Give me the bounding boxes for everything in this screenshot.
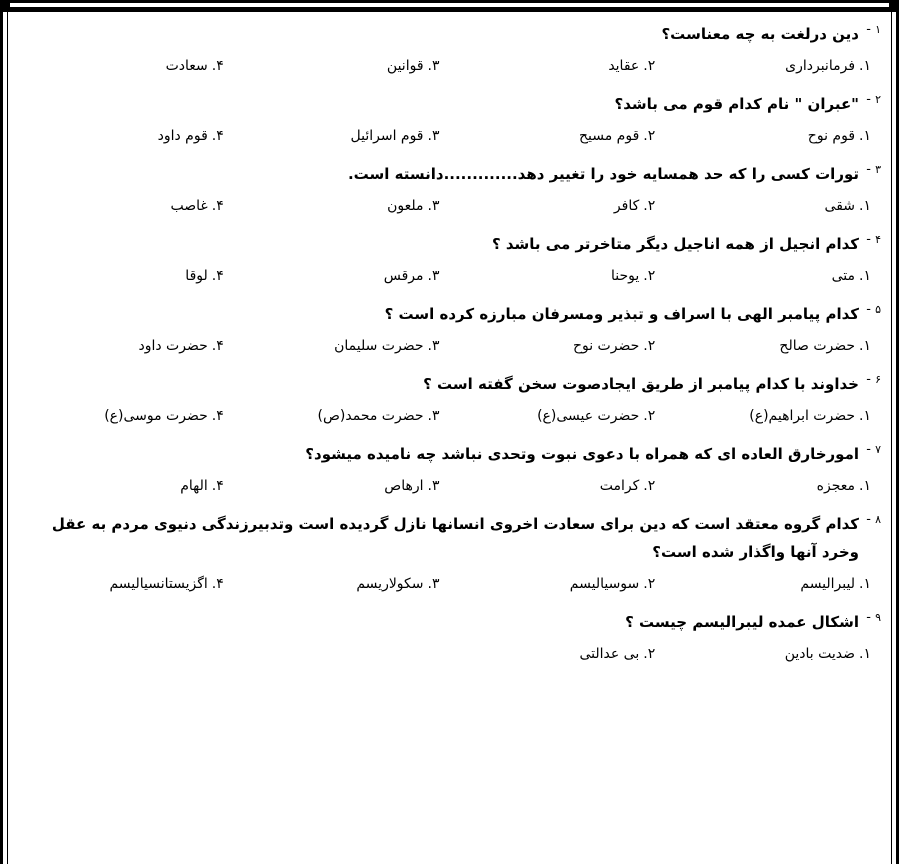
option-2	[450, 476, 666, 496]
option-1	[665, 336, 881, 356]
option-text: اگزیستانسیالیسم	[109, 576, 208, 592]
question-stem	[18, 20, 881, 48]
option-number: ۲ .	[643, 128, 655, 144]
question-text: کدام گروه معتقد است که دین برای سعادت اخروی انسانها نازل گردیده است وتدبیرزندگی دنیوی مردم به عقل وخرد آنها واگذار شده است؟	[51, 515, 859, 561]
option-text: مرقس	[383, 268, 424, 284]
option-1	[665, 56, 881, 76]
option-text: لیبرالیسم	[800, 576, 856, 592]
options-row	[18, 126, 881, 146]
question-2	[18, 90, 881, 146]
option-1	[665, 644, 881, 664]
question-text: کدام پیامبر الهی با اسراف و تبذیر ومسرفان مبارزه کرده است ؟	[384, 305, 859, 323]
question-9	[18, 608, 881, 664]
question-text: امورخارق العاده ای که همراه با دعوی نبوت وتحدی نباشد چه نامیده میشود؟	[305, 445, 859, 463]
option-text: حضرت محمد(ص)	[317, 408, 424, 424]
options-row	[18, 574, 881, 594]
page-top-border	[0, 0, 899, 12]
option-number: ۳ .	[428, 198, 440, 214]
option-4	[18, 406, 234, 426]
option-number: ۳ .	[428, 576, 440, 592]
question-stem	[18, 300, 881, 328]
option-text: قوم نوح	[807, 128, 856, 144]
option-3	[234, 574, 450, 594]
option-text: یوحنا	[610, 268, 640, 284]
question-number: ۵ -	[866, 296, 881, 324]
option-4	[18, 336, 234, 356]
option-1	[665, 476, 881, 496]
option-number: ۱ .	[859, 646, 871, 662]
option-text: کافر	[613, 198, 640, 214]
option-number: ۲ .	[643, 58, 655, 74]
option-text: حضرت عیسی(ع)	[537, 408, 640, 424]
option-number: ۱ .	[859, 408, 871, 424]
question-text: اشکال عمده لیبرالیسم چیست ؟	[625, 613, 859, 631]
question-text: کدام انجیل از همه اناجیل دیگر متاخرتر می باشد ؟	[491, 235, 859, 253]
option-3	[234, 56, 450, 76]
option-3	[234, 196, 450, 216]
option-4	[18, 126, 234, 146]
option-number: ۱ .	[859, 338, 871, 354]
option-text: حضرت داود	[138, 338, 208, 354]
option-number: ۲ .	[643, 408, 655, 424]
option-3	[234, 266, 450, 286]
option-number: ۴ .	[212, 478, 224, 494]
option-2	[450, 574, 666, 594]
option-number: ۳ .	[428, 408, 440, 424]
option-number: ۴ .	[212, 268, 224, 284]
option-text: بی عدالتی	[579, 646, 640, 662]
options-row	[18, 336, 881, 356]
option-1	[665, 266, 881, 286]
question-stem	[18, 510, 881, 566]
question-number: ۷ -	[866, 436, 881, 464]
option-1	[665, 574, 881, 594]
question-number: ۳ -	[866, 156, 881, 184]
option-number: ۴ .	[212, 58, 224, 74]
question-6	[18, 370, 881, 426]
option-3	[234, 476, 450, 496]
option-number: ۱ .	[859, 268, 871, 284]
question-number: ۹ -	[866, 604, 881, 632]
option-1	[665, 196, 881, 216]
option-4	[18, 56, 234, 76]
option-number: ۱ .	[859, 478, 871, 494]
option-number: ۲ .	[643, 338, 655, 354]
option-text: فرمانبرداری	[785, 58, 856, 74]
option-text: سکولاریسم	[356, 576, 424, 592]
option-number: ۳ .	[428, 58, 440, 74]
option-text: کرامت	[599, 478, 640, 494]
option-number: ۴ .	[212, 198, 224, 214]
option-text: حضرت موسی(ع)	[104, 408, 208, 424]
option-2	[450, 56, 666, 76]
option-number: ۲ .	[643, 576, 655, 592]
question-number: ۱ -	[866, 16, 881, 44]
question-1	[18, 20, 881, 76]
option-number: ۲ .	[643, 198, 655, 214]
question-text: دین درلغت به چه معناست؟	[661, 25, 859, 43]
question-stem	[18, 608, 881, 636]
option-number: ۴ .	[212, 576, 224, 592]
options-row	[18, 196, 881, 216]
option-number: ۳ .	[428, 268, 440, 284]
option-text: معجزه	[816, 478, 856, 494]
option-2	[450, 126, 666, 146]
option-number: ۲ .	[643, 478, 655, 494]
option-4	[18, 574, 234, 594]
option-number: ۲ .	[643, 646, 655, 662]
question-stem	[18, 370, 881, 398]
option-number: ۳ .	[428, 478, 440, 494]
option-1	[665, 126, 881, 146]
question-number: ۲ -	[866, 86, 881, 114]
option-3	[234, 406, 450, 426]
option-text: قوم اسرائیل	[350, 128, 424, 144]
options-row	[18, 476, 881, 496]
option-4	[18, 196, 234, 216]
option-text: قوم داود	[157, 128, 208, 144]
option-number: ۳ .	[428, 128, 440, 144]
question-number: ۴ -	[866, 226, 881, 254]
options-row	[18, 406, 881, 426]
option-number: ۳ .	[428, 338, 440, 354]
option-number: ۱ .	[859, 576, 871, 592]
option-2	[450, 266, 666, 286]
option-number: ۱ .	[859, 198, 871, 214]
option-4	[18, 476, 234, 496]
option-number: ۴ .	[212, 338, 224, 354]
option-4	[18, 266, 234, 286]
option-2	[450, 644, 666, 664]
option-number: ۱ .	[859, 58, 871, 74]
option-3	[234, 336, 450, 356]
question-stem	[18, 90, 881, 118]
option-text: حضرت ابراهیم(ع)	[749, 408, 856, 424]
option-text: حضرت سلیمان	[334, 338, 424, 354]
question-5	[18, 300, 881, 356]
option-text: غاصب	[170, 198, 208, 214]
question-text: خداوند با کدام پیامبر از طریق ایجادصوت سخن گفته است ؟	[423, 375, 859, 393]
option-text: حضرت نوح	[572, 338, 640, 354]
option-number: ۴ .	[212, 128, 224, 144]
option-2	[450, 196, 666, 216]
question-number: ۸ -	[866, 506, 881, 534]
question-7	[18, 440, 881, 496]
options-row	[18, 56, 881, 76]
options-row	[18, 644, 881, 664]
option-text: عقاید	[608, 58, 640, 74]
option-3	[234, 126, 450, 146]
question-stem	[18, 160, 881, 188]
option-number: ۴ .	[212, 408, 224, 424]
option-text: حضرت صالح	[779, 338, 856, 354]
option-number: ۲ .	[643, 268, 655, 284]
option-text: سعادت	[165, 58, 208, 74]
question-3	[18, 160, 881, 216]
question-stem	[18, 230, 881, 258]
option-text: قوانین	[386, 58, 424, 74]
question-number: ۶ -	[866, 366, 881, 394]
options-row	[18, 266, 881, 286]
option-text: الهام	[180, 478, 208, 494]
option-text: ضدیت بادین	[784, 646, 856, 662]
option-text: سوسیالیسم	[569, 576, 640, 592]
option-text: متی	[831, 268, 856, 284]
question-8	[18, 510, 881, 594]
option-number: ۱ .	[859, 128, 871, 144]
option-1	[665, 406, 881, 426]
option-text: ملعون	[387, 198, 424, 214]
option-text: قوم مسیح	[578, 128, 640, 144]
question-text: "عبران " نام کدام قوم می باشد؟	[614, 95, 859, 113]
question-4	[18, 230, 881, 286]
question-text: تورات کسی را که حد همسایه خود را تغییر دهد.............دانسته است.	[347, 165, 859, 183]
question-list	[18, 20, 881, 664]
option-text: شقی	[824, 198, 856, 214]
option-2	[450, 406, 666, 426]
option-2	[450, 336, 666, 356]
question-stem	[18, 440, 881, 468]
option-text: ارهاص	[384, 478, 424, 494]
option-text: لوقا	[185, 268, 208, 284]
